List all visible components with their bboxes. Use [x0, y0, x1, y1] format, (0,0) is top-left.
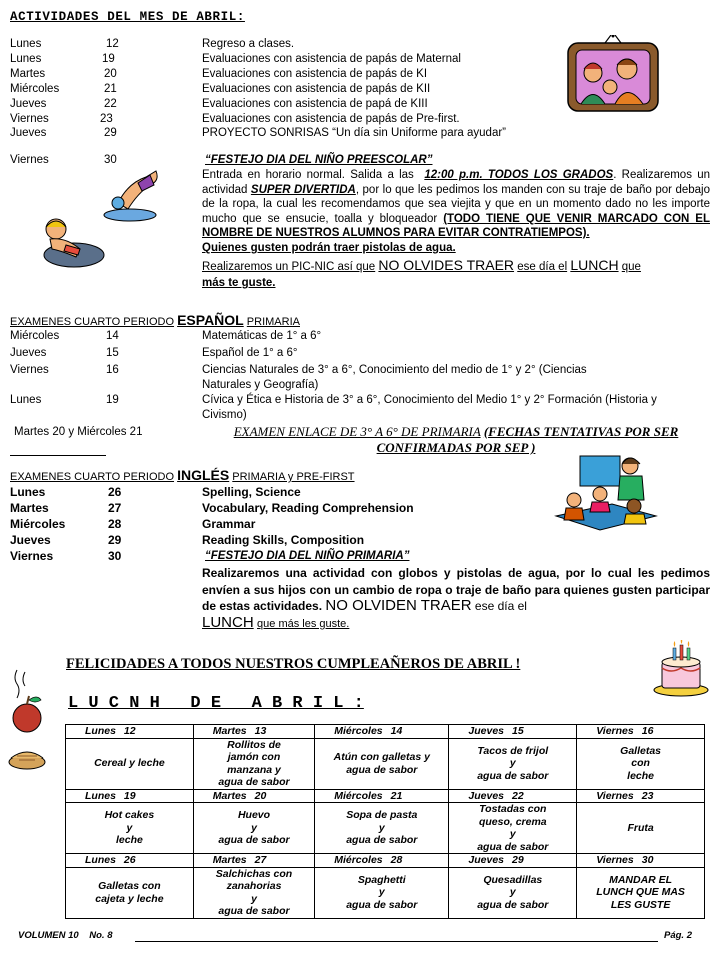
festejo-primaria-paragraph: Realizaremos una actividad con globos y pistolas de agua, por lo cual les pedimos envíen a sus hijos con un cambio de ropa o traje de baño para quienes gusten participar de estas actividades. NO OLVIDEN TRAER ese día el LUNCH que más les guste. [202, 566, 710, 631]
lunch-day-name: Martes [212, 725, 247, 737]
lunch-menu-cell [193, 738, 314, 789]
lunch-menu-line: agua de sabor [346, 898, 418, 911]
lunch-day-header [577, 854, 705, 868]
lunch-day-name: Miércoles [334, 854, 383, 866]
item-day: Jueves [10, 533, 51, 547]
lunch-menu-line: y [126, 821, 133, 834]
lunch-header-row [66, 789, 705, 803]
lunch-day-header [449, 725, 577, 739]
lunch-day-header [449, 789, 577, 803]
lunch-day-header [66, 854, 194, 868]
lunch-menu-cell [66, 738, 194, 789]
festejo-preescolar-title: “FESTEJO DIA DEL NIÑO PREESCOLAR” [205, 154, 433, 166]
diving-child-art [98, 163, 168, 223]
lunch-day-header [315, 789, 449, 803]
item-num: 14 [106, 330, 119, 342]
lunch-day-num: 19 [123, 789, 136, 802]
lunch-menu-line: con [631, 757, 650, 770]
lunch-day-num: 29 [512, 854, 524, 866]
family-picture-art [565, 35, 661, 115]
lunch-day-num: 12 [123, 725, 136, 737]
lunch-day-name: Viernes [596, 854, 634, 866]
item-num: 26 [108, 485, 122, 499]
lunch-day-name: Lunes [85, 725, 116, 737]
lunch-menu-line: agua de sabor [346, 763, 418, 776]
item-num: 23 [100, 113, 113, 125]
festejo-picnic: Realizaremos un PIC-NIC así que NO OLVIDES TRAER ese día el LUNCH que más te guste. [202, 257, 641, 289]
item-day: Miércoles [10, 330, 60, 342]
lunch-menu-line: Hot cakes [104, 809, 155, 822]
item-text: Regreso a clases. [202, 38, 295, 50]
lunch-menu-line: agua de sabor [218, 776, 290, 788]
lunch-menu-line: Rollitos de [227, 738, 281, 751]
festejo-water-guns: Quienes gusten podrán traer pistolas de agua. [202, 242, 456, 254]
footer-rule [135, 941, 658, 942]
lunch-day-header [193, 854, 314, 868]
lunch-menu-line: agua de sabor [218, 905, 290, 917]
item-text-cont: Naturales y Geografía) [202, 379, 319, 391]
lunch-day-header [66, 725, 194, 739]
lunch-menu-cell [577, 803, 705, 854]
lunch-day-num: 30 [641, 854, 654, 866]
lunch-menu-line: LUNCH QUE MAS [596, 886, 685, 899]
lunch-day-name: Lunes [85, 789, 116, 802]
apple-pie-art [5, 668, 49, 772]
item-text: Matemáticas de 1° a 6° [202, 330, 322, 342]
lunch-menu-table [65, 724, 705, 919]
item-num: 22 [104, 98, 117, 110]
birthday-banner: FELICIDADES A TODOS NUESTROS CUMPLEAÑEROS DE ABRIL ! [66, 656, 521, 672]
lunch-menu-line: Salchichas con [215, 867, 293, 880]
festejo-primaria-num: 30 [108, 549, 122, 563]
lunch-menu-line: Tacos de frijol [477, 744, 549, 757]
lunch-day-num: 22 [512, 789, 524, 802]
lunch-day-num: 21 [390, 789, 403, 802]
lunch-menu-cell [66, 803, 194, 854]
item-day: Jueves [10, 127, 47, 139]
item-num: 19 [106, 394, 119, 406]
item-num: 15 [106, 347, 119, 359]
lunch-day-name: Miércoles [334, 789, 383, 802]
lunch-day-name: Martes [212, 854, 247, 866]
lunch-menu-cell [449, 738, 577, 789]
lunch-menu-line: Atún con galletas y [333, 751, 430, 763]
item-day: Jueves [10, 98, 47, 110]
lunch-header-row [66, 725, 705, 739]
item-num: 19 [102, 53, 115, 65]
lunch-menu-line: Cereal y leche [94, 757, 165, 770]
enlace-exam: EXAMEN ENLACE DE 3° A 6° DE PRIMARIA (FECHAS TENTATIVAS POR SER CONFIRMADAS POR SEP ) [233, 424, 679, 455]
lunch-menu-cell [577, 867, 705, 918]
lunch-day-num: 15 [512, 725, 524, 737]
lunch-menu-line: Galletas con [98, 880, 161, 892]
item-day: Miércoles [10, 517, 66, 531]
spanish-exams-title: EXAMENES CUARTO PERIODO ESPAÑOL PRIMARIA [10, 312, 300, 328]
lunch-menu-line: Sopa de pasta [346, 809, 418, 822]
lunch-header-row [66, 854, 705, 868]
lunch-menu-cell [193, 867, 314, 918]
lunch-day-name: Viernes [596, 789, 634, 802]
lunch-menu-cell [66, 867, 194, 918]
item-num: 29 [108, 533, 122, 547]
lunch-day-name: Jueves [468, 854, 505, 866]
english-exams-title: EXAMENES CUARTO PERIODO INGLÉS PRIMARIA y PRE-FIRST [10, 467, 355, 483]
lunch-day-num: 27 [254, 854, 267, 866]
footer-page: Pág. 2 [664, 930, 692, 941]
lunch-menu-row [66, 803, 705, 854]
item-day: Lunes [10, 38, 42, 50]
item-num: 20 [104, 68, 117, 80]
item-text: Evaluaciones con asistencia de papás de Pre-first. [202, 113, 460, 125]
item-text: Evaluaciones con asistencia de papás de KI [202, 68, 428, 80]
lunch-day-num: 14 [390, 725, 403, 737]
item-day: Lunes [10, 485, 46, 499]
lunch-menu-line: leche [115, 834, 143, 847]
lunch-day-num: 26 [123, 854, 136, 866]
lunch-menu-line: Tostadas con [479, 803, 547, 815]
item-text: Cívica y Ética e Historia de 3° a 6°, Conocimiento del Medio 1° y 2° Formación (Historia y [202, 394, 657, 406]
item-day: Lunes [10, 53, 42, 65]
lunch-menu-line: LES GUSTE [610, 898, 671, 911]
lunch-menu-line: manzana y [227, 763, 281, 776]
lunch-menu-cell [193, 803, 314, 854]
lunch-menu-line: Fruta [627, 821, 654, 834]
lunch-day-num: 23 [641, 789, 654, 802]
lunch-day-header [193, 725, 314, 739]
lunch-menu-cell [577, 738, 705, 789]
lunch-day-header [315, 854, 449, 868]
festejo-num: 30 [104, 154, 117, 166]
lunch-day-name: Jueves [468, 725, 505, 737]
item-text: Español de 1° a 6° [202, 347, 298, 359]
lunch-menu-line: leche [627, 769, 655, 782]
lunch-day-num: 16 [641, 725, 654, 737]
lunch-day-name: Viernes [596, 725, 634, 737]
enlace-divider [10, 455, 106, 456]
lunch-menu-cell [315, 738, 449, 789]
lunch-menu-line: agua de sabor [477, 769, 549, 782]
festejo-primaria-title: “FESTEJO DIA DEL NIÑO PRIMARIA” [205, 550, 410, 562]
lunch-menu-cell [315, 867, 449, 918]
lunch-menu-cell [449, 803, 577, 854]
lunch-day-header [315, 725, 449, 739]
lunch-menu-line: Quesadillas [483, 873, 543, 886]
item-text: Evaluaciones con asistencia de papá de KIII [202, 98, 428, 110]
lunch-day-header [66, 789, 194, 803]
lunch-menu-line: Spaghetti [357, 873, 406, 886]
lunch-menu-line: y [251, 892, 257, 905]
lunch-menu-line: agua de sabor [477, 840, 549, 853]
lunch-menu-line: y [378, 886, 385, 899]
item-text: Evaluaciones con asistencia de papás de KII [202, 83, 431, 95]
lunch-day-header [577, 789, 705, 803]
birthday-cake-art [652, 640, 710, 698]
lunch-day-header [449, 854, 577, 868]
lunch-menu-row [66, 738, 705, 789]
item-text: Grammar [202, 517, 256, 531]
enlace-days: Martes 20 y Miércoles 21 [14, 426, 143, 438]
lunch-day-name: Miércoles [334, 725, 383, 737]
lunch-menu-line: y [378, 821, 385, 834]
festejo-preescolar-paragraph: Entrada en horario normal. Salida a las 12:00 p.m. TODOS LOS GRADOS. Realizaremos un actividad SUPER DIVERTIDA, por lo que les pedimos los manden con su traje de baño por debajo de la ropa, la cual les recomendamos que sea viejita y que en un momento dado no les importe mucho que se ensucie, toalla y bloqueador (TODO TIENE QUE VENIR MARCADO CON EL NOMBRE DE NUESTROS ALUMNOS PARA EVITAR CONTRATIEMPOS). [202, 169, 711, 239]
item-num: 27 [108, 501, 122, 515]
lunch-day-name: Lunes [85, 854, 116, 866]
lunch-menu-line: agua de sabor [218, 834, 290, 847]
item-text: Spelling, Science [202, 485, 301, 499]
item-day: Jueves [10, 347, 47, 359]
lunch-menu-line: zanahorias [226, 880, 282, 892]
item-day: Miércoles [10, 83, 60, 95]
lunch-day-header [577, 725, 705, 739]
item-num: 28 [108, 517, 122, 531]
lunch-title: L U C N H D E A B R I L : [68, 694, 364, 713]
lunch-day-num: 20 [254, 789, 267, 802]
lunch-menu-line: y [509, 828, 516, 840]
lunch-day-name: Martes [212, 789, 247, 802]
item-text: Vocabulary, Reading Comprehension [202, 501, 414, 515]
item-num: 12 [106, 38, 119, 50]
lunch-menu-line: queso, crema [478, 815, 547, 828]
lunch-day-name: Jueves [468, 789, 505, 802]
item-text: Evaluaciones con asistencia de papás de Maternal [202, 53, 461, 65]
lunch-day-header [193, 789, 314, 803]
item-day: Martes [10, 501, 49, 515]
lunch-menu-cell [315, 803, 449, 854]
float-child-art [36, 215, 108, 273]
lunch-menu-line: Galletas [620, 744, 662, 757]
lunch-day-num: 13 [254, 725, 267, 737]
item-text: Reading Skills, Composition [202, 533, 365, 547]
lunch-menu-cell [449, 867, 577, 918]
item-num: 16 [106, 364, 119, 376]
lunch-menu-line: MANDAR EL [609, 873, 673, 886]
lunch-menu-line: y [251, 821, 257, 834]
item-num: 21 [104, 83, 117, 95]
item-day: Viernes [10, 364, 49, 376]
lunch-menu-line: y [509, 757, 516, 770]
item-num: 29 [104, 127, 117, 139]
lunch-menu-line: agua de sabor [477, 898, 549, 911]
classroom-art [552, 450, 664, 536]
item-text-cont: Civismo) [202, 409, 247, 421]
item-text: PROYECTO SONRISAS “Un día sin Uniforme para ayudar” [202, 127, 507, 139]
lunch-menu-line: Huevo [237, 809, 271, 822]
item-day: Lunes [10, 394, 42, 406]
item-text: Ciencias Naturales de 3° a 6°, Conocimiento del medio de 1° y 2° (Ciencias [202, 364, 587, 376]
lunch-menu-line: agua de sabor [346, 834, 418, 847]
lunch-day-num: 28 [390, 854, 403, 866]
lunch-menu-row [66, 867, 705, 918]
item-day: Viernes [10, 113, 49, 125]
lunch-menu-line: y [509, 886, 516, 899]
footer-volume: VOLUMEN 10 No. 8 [18, 930, 113, 941]
item-day: Martes [10, 68, 46, 80]
lunch-menu-line: cajeta y leche [95, 892, 164, 905]
festejo-day: Viernes [10, 154, 49, 166]
lunch-menu-line: jamón con [227, 751, 281, 763]
activities-title: ACTIVIDADES DEL MES DE ABRIL: [10, 10, 245, 24]
festejo-primaria-day: Viernes [10, 549, 54, 563]
